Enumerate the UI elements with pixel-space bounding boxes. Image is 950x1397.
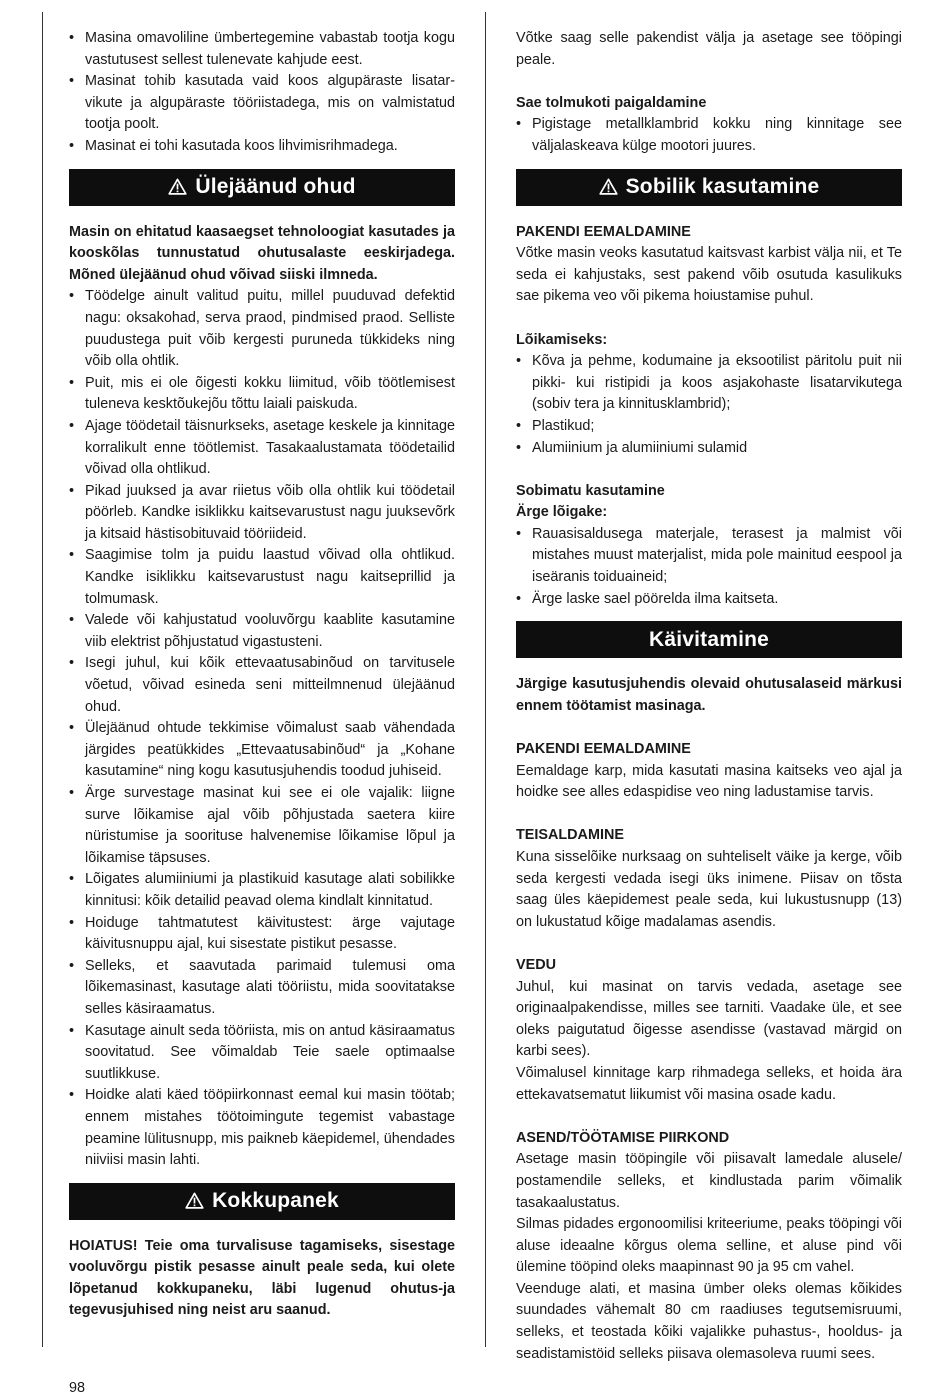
- section-title: Käivitamine: [648, 627, 770, 651]
- section-title: Kokkupanek: [212, 1189, 339, 1213]
- cutting-list: [516, 351, 902, 459]
- list-item: • Puit, mis ei ole õigesti kokku liimitud, võib töötlemisest tuleneva kesktõukejõu tõttu laiali paiskuda.: [69, 373, 455, 416]
- unpack-text: Võtke masin veoks kasutatud kaitsvast karbist välja nii, et Te seda ei kahjustaks, sest pakend võib osutuda kasulikuks sae pikema veo või pikema hoiustamise puhul.: [516, 245, 902, 305]
- do-not-cut-heading: Ärge lõigake:: [516, 504, 608, 521]
- section-title: Ülejäänud ohud: [195, 175, 356, 199]
- assembly-warning: HOIATUS! Teie oma turvalisuse tagamiseks, sisestage vooluvõrgu pistik pesasse ainult peale seda, kui olete lõpetanud kokkupaneku, läbi lugenud ohutus-ja tegevusjuhised ning neist aru saanud.: [69, 1237, 455, 1319]
- list-item: • Masinat tohib kasutada vaid koos algupäraste lisatar-vikute ja algupäraste tööriistadega, mis on valmistatud tootja poolt.: [69, 71, 455, 136]
- list-item: • Plastikud;: [516, 416, 902, 438]
- position-text: Asetage masin tööpingile või piisavalt lamedale alusele/ postamendile selleks, et kindlustada parim võimalik tasakaalustatus.: [516, 1151, 902, 1211]
- moving-heading: TEISALDAMINE: [516, 827, 624, 844]
- section-banner-residual-risks: [69, 169, 455, 206]
- list-item: • Alumiinium ja alumiiniumi sulamid: [516, 438, 902, 460]
- list-item: • Lõigates alumiiniumi ja plastikuid kasutage alati sobilikke kinnitusi: kõik detailid peavad olema kindlalt kinnitatud.: [69, 869, 455, 912]
- list-item: • Pikad juuksed ja avar riietus võib olla ohtlik kui töödetail pöörleb. Kandke isiklikku kaitsevarustust nagu juuksevõrk ja kitsaid hästisobituvaid tööriideid.: [69, 481, 455, 546]
- section-title: Sobilik kasutamine: [625, 175, 820, 199]
- unpack-heading: PAKENDI EEMALDAMINE: [516, 223, 691, 240]
- left-column: [69, 28, 455, 1322]
- list-item: • Ärge laske sael pöörelda ilma kaitseta.: [516, 589, 902, 611]
- list-item: • Hoidke alati käed tööpiirkonnast eemal kui masin töötab; ennem mistahes töötoimingute tegemist vabastage peamine lülitusnupp, mis paikneb käepidemel, ühendades niiviisi masin lahti.: [69, 1085, 455, 1171]
- list-item: • Rauasisaldusega materjale, terasest ja malmist või mistahes muust materjalist, mida pole mainitud eespool ja iseäranis toiduaineid;: [516, 524, 902, 589]
- list-item: • Valede või kahjustatud vooluvõrgu kaablite kasutamine viib elektrist põhjustatud vigastusteni.: [69, 610, 455, 653]
- position-text: Veenduge alati, et masina ümber oleks olemas kõikides suundades vähemalt 80 cm raadiuses tegutsemisruumi, selleks, et teostada kõiki vajalikke puhastus-, hooldus- ja seadistamistöid selleks piisava olemasoleva ruumi sees.: [516, 1280, 902, 1362]
- improper-use-list: [516, 524, 902, 610]
- list-item: • Ärge survestage masinat kui see ei ole vajalik: liigne surve lõikamise ajal võib põhjustada saetera kiire nüristumise ja soorituse halvenemise lõikamise lõpul ja lõikamise täpsuses.: [69, 783, 455, 869]
- list-item: • Saagimise tolm ja puidu laastud võivad olla ohtlikud. Kandke isiklikku kaitsevarustust nagu kaitseprillid ja tolmumask.: [69, 545, 455, 610]
- list-item: • Ülejäänud ohtude tekkimise võimalust saab vähendada järgides peatükkides „Ettevaatusabinõud“ ja „Kohane kasutamine“ ning kogu kasutusjuhendis toodud juhiseid.: [69, 718, 455, 783]
- startup-unpack-heading: PAKENDI EEMALDAMINE: [516, 741, 691, 758]
- list-item: • Selleks, et saavutada parimaid tulemusi oma lõikemasinast, kasutage alati tööriistu, mida soovitatakse selles käsiraamatus.: [69, 956, 455, 1021]
- dust-bag-heading: Sae tolmukoti paigaldamine: [516, 94, 707, 111]
- transport-heading: VEDU: [516, 956, 556, 973]
- list-item: • Masina omavoliline ümbertegemine vabastab tootja kogu vastutusest sellest tulenevate kahjude eest.: [69, 28, 455, 71]
- list-item: • Pigistage metallklambrid kokku ning kinnitage see väljalaskeava külge mootori juures.: [516, 114, 902, 157]
- residual-risks-list: [69, 286, 455, 1171]
- startup-unpack-text: Eemaldage karp, mida kasutati masina kaitseks veo ajal ja hoidke see alles edaspidise veo ning ladustamise tarvis.: [516, 762, 902, 801]
- section-banner-proper-use: [516, 169, 902, 206]
- transport-text: Võimalusel kinnitage karp rihmadega selleks, et hoida ära ettekavatsematut liikumist või masina osade kadu.: [516, 1064, 902, 1103]
- improper-use-heading: Sobimatu kasutamine: [516, 482, 665, 499]
- position-heading: ASEND/TÖÖTAMISE PIIRKOND: [516, 1129, 730, 1146]
- cutting-heading: Lõikamiseks:: [516, 331, 608, 348]
- right-column: [516, 28, 902, 1365]
- moving-text: Kuna sisselõike nurksaag on suhteliselt väike ja kerge, võib seda kergesti vedada isegi üks inimene. Piisav on tõsta saag üles käepidemest peale seda, kui lukustusnupp (13) on lukustatud kõige madalamas asendis.: [516, 849, 902, 930]
- list-item: • Kasutage ainult seda tööriista, mis on antud käsiraamatus soovitatud. See võimaldab Teie saele optimaalse suutlikkuse.: [69, 1021, 455, 1086]
- list-item: • Ajage töödetail täisnurkseks, asetage keskele ja kinnitage korralikult enne töötlemist. Tasakaalustamata töödetailid võivad olla ohtlikud.: [69, 416, 455, 481]
- position-text: Silmas pidades ergonoomilisi kriteeriume, peaks tööpingi või aluse ideaalne kõrgus olema selline, et aluse pind või ülemine tööpind oleks maapinnast 90 ja 95 cm vahel.: [516, 1216, 902, 1276]
- section-banner-assembly: [69, 1183, 455, 1220]
- warning-triangle-icon: [185, 1192, 204, 1209]
- list-item: • Kõva ja pehme, kodumaine ja eksootilist päritolu puit nii pikki- kui ristipidi ja koos asjakohaste lisatarvikutega (sobiv tera ja kinnitusklambrid);: [516, 351, 902, 416]
- left-margin-rule: [42, 12, 43, 1347]
- page-number: 98: [69, 1380, 86, 1396]
- residual-risks-lead: Masin on ehitatud kaasaegset tehnoloogiat kasutades ja kooskõlas tunnustatud ohutusalaste eeskirjadega. Mõned ülejäänud ohud võivad siiski ilmneda.: [69, 223, 455, 283]
- transport-text: Juhul, kui masinat on tarvis vedada, asetage see originaalpakendisse, milles see tarniti. Vaadake üle, et see oleks paigutatud õigesse asendisse (vastavad märgid on karbi sees).: [516, 978, 902, 1060]
- column-divider: [485, 12, 486, 1347]
- intro-text: Võtke saag selle pakendist välja ja asetage see tööpingi peale.: [516, 30, 902, 68]
- dust-bag-list: [516, 114, 902, 157]
- list-item: • Hoiduge tahtmatutest käivitustest: ärge vajutage käivitusnuppu ajal, kui sisestate pistikut pesasse.: [69, 913, 455, 956]
- warning-triangle-icon: [599, 178, 618, 195]
- warning-triangle-icon: [168, 178, 187, 195]
- list-item: • Töödelge ainult valitud puitu, millel puuduvad defektid nagu: oksakohad, serva praod, pindmised praod. Selliste puudustega puit võib kergesti puruneda tükkideks ning võib olla ohtlik.: [69, 286, 455, 372]
- section-banner-startup: [516, 621, 902, 658]
- list-item: • Isegi juhul, kui kõik ettevaatusabinõud on tarvitusele võetud, võivad esineda seni mitteilmnenud ülejäänud ohud.: [69, 653, 455, 718]
- list-item: • Masinat ei tohi kasutada koos lihvimisrihmadega.: [69, 136, 455, 158]
- intro-bullet-list: [69, 28, 455, 158]
- startup-lead: Järgige kasutusjuhendis olevaid ohutusalaseid märkusi ennem töötamist masinaga.: [516, 676, 902, 714]
